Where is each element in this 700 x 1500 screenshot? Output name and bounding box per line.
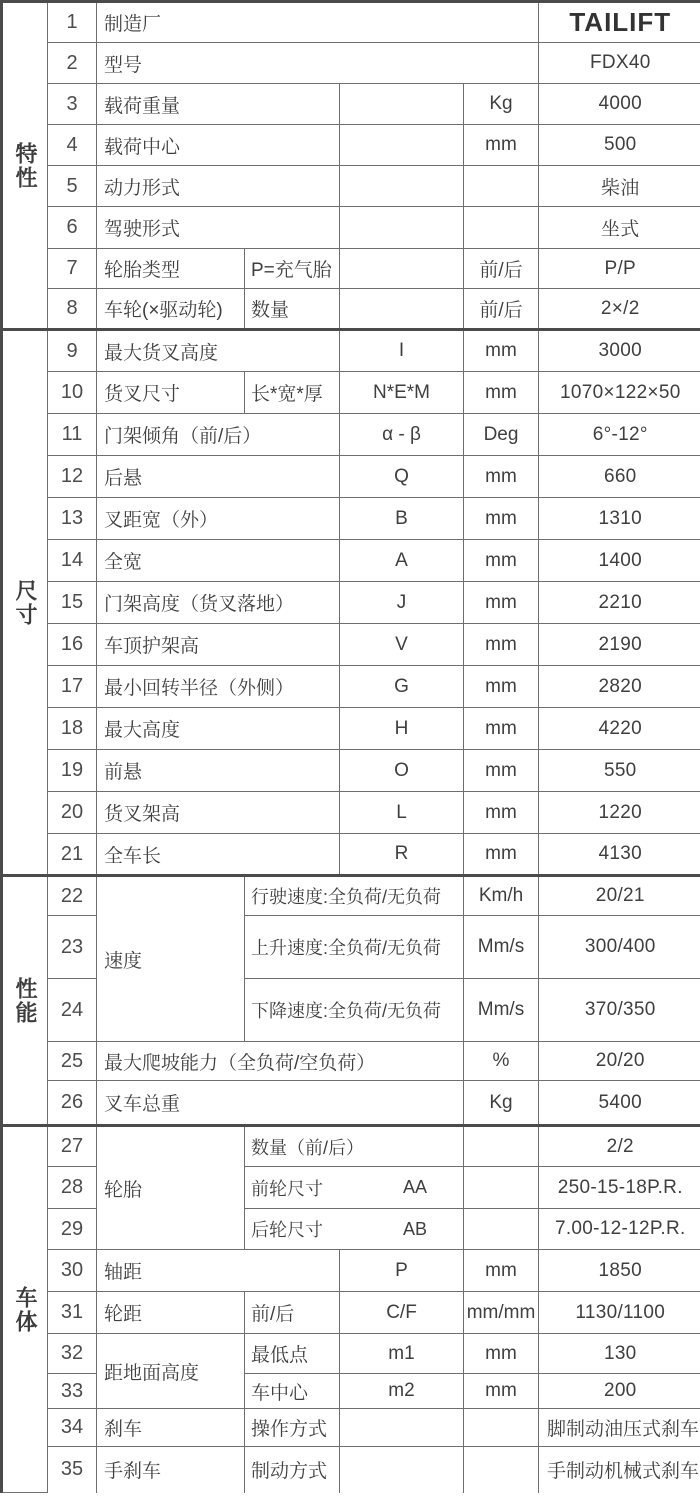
spec-row [2,456,700,498]
value-cell: 200 [539,1374,700,1409]
value-cell: 6°-12° [539,414,700,456]
symbol-cell [340,207,464,249]
symbol-cell [340,125,464,166]
row-number-cell: 15 [48,582,97,624]
symbol-cell: G [340,666,464,708]
sub-property-label: 行驶速度:全负荷/无负荷 [251,887,442,907]
symbol-cell: J [340,582,464,624]
unit-cell: 前/后 [464,289,539,330]
sub-property-content [245,1216,463,1242]
spec-row [2,289,700,330]
spec-row [2,666,700,708]
unit-cell: mm [464,750,539,792]
property-cell: 轴距 [97,1250,340,1292]
spec-row [2,624,700,666]
value-cell: 2190 [539,624,700,666]
value-cell: 7.00-12-12P.R. [539,1209,700,1250]
property-cell: 后悬 [97,456,340,498]
row-number-cell: 30 [48,1250,97,1292]
section-label-cell [2,876,48,1126]
row-number-cell: 29 [48,1209,97,1250]
spec-row [2,125,700,166]
property-cell: 动力形式 [97,166,340,207]
property-cell: 刹车 [97,1409,245,1447]
section-label: 尺寸 [13,578,38,627]
unit-cell: % [464,1042,539,1081]
unit-cell: mm [464,1250,539,1292]
value-cell: 脚制动油压式刹车 [539,1409,700,1447]
value-cell: 4220 [539,708,700,750]
unit-cell: mm [464,125,539,166]
row-number-cell: 14 [48,540,97,582]
value-cell: 1220 [539,792,700,834]
sub-property-label: 前轮尺寸 [251,1178,323,1199]
unit-cell: Mm/s [464,979,539,1042]
row-number-cell: 7 [48,249,97,289]
unit-cell: mm [464,1334,539,1374]
value-cell: TAILIFT [539,2,700,43]
property-cell: 轮距 [97,1292,245,1334]
unit-cell: mm [464,582,539,624]
section-label: 车体 [13,1285,38,1334]
sub-property-content [245,1175,463,1201]
spec-row [2,43,700,84]
spec-row [2,1042,700,1081]
row-number-cell: 12 [48,456,97,498]
spec-row [2,792,700,834]
value-cell: 1130/1100 [539,1292,700,1334]
value-cell: 20/21 [539,876,700,916]
unit-cell: Mm/s [464,916,539,979]
row-number-cell: 35 [48,1447,97,1493]
symbol-cell [340,84,464,125]
row-number-cell: 16 [48,624,97,666]
spec-row [2,1292,700,1334]
row-number-cell: 34 [48,1409,97,1447]
property-cell: 制造厂 [97,2,539,43]
spec-row [2,1447,700,1493]
row-number-cell: 10 [48,372,97,414]
spec-row [2,540,700,582]
sub-property-cell: 下降速度:全负荷/无负荷 [245,979,464,1042]
row-number-cell: 3 [48,84,97,125]
spec-row [2,1409,700,1447]
value-cell: 4000 [539,84,700,125]
symbol-cell: C/F [340,1292,464,1334]
unit-cell: Kg [464,84,539,125]
row-number-cell: 24 [48,979,97,1042]
spec-row [2,498,700,540]
sub-property-content [245,883,463,909]
sub-property-cell: 上升速度:全负荷/无负荷 [245,916,464,979]
unit-cell: mm [464,498,539,540]
symbol-label: AB [402,1218,427,1239]
spec-row [2,372,700,414]
symbol-cell: I [340,330,464,372]
property-cell: 叉车总重 [97,1081,464,1126]
property-cell: 全宽 [97,540,340,582]
value-cell: 2210 [539,582,700,624]
value-cell: 2820 [539,666,700,708]
value-cell: FDX40 [539,43,700,84]
row-number-cell: 32 [48,1334,97,1374]
unit-cell: mm/mm [464,1292,539,1334]
property-cell: 型号 [97,43,539,84]
unit-cell [464,1447,539,1493]
property-cell: 载荷中心 [97,125,340,166]
sub-property-cell: 制动方式 [245,1447,340,1493]
unit-cell [464,1126,539,1167]
row-number-cell: 27 [48,1126,97,1167]
row-number-cell: 8 [48,289,97,330]
symbol-cell: m1 [340,1334,464,1374]
unit-cell [464,1167,539,1209]
section-label-cell [2,1126,48,1493]
spec-row [2,1126,700,1167]
unit-cell: 前/后 [464,249,539,289]
value-cell: 300/400 [539,916,700,979]
spec-row [2,2,700,43]
section-label: 性能 [13,976,38,1025]
value-cell: 5400 [539,1081,700,1126]
symbol-cell [340,1447,464,1493]
value-cell: 1850 [539,1250,700,1292]
symbol-cell: O [340,750,464,792]
unit-cell: mm [464,708,539,750]
spec-row [2,1081,700,1126]
row-number-cell: 11 [48,414,97,456]
symbol-cell: H [340,708,464,750]
unit-cell: mm [464,372,539,414]
symbol-cell [340,289,464,330]
symbol-cell: R [340,834,464,876]
spec-row [2,750,700,792]
group-property-cell: 速度 [97,876,245,1042]
value-cell: 550 [539,750,700,792]
sub-property-label: 后轮尺寸 [251,1220,323,1240]
property-cell: 货叉尺寸 [97,372,245,414]
sub-property-label: 数量（前/后） [251,1137,365,1158]
value-cell: 130 [539,1334,700,1374]
property-cell: 最大货叉高度 [97,330,340,372]
sub-property-cell: 前/后 [245,1292,340,1334]
spec-row [2,1334,700,1374]
value-cell: 手制动机械式刹车 [539,1447,700,1493]
row-number-cell: 19 [48,750,97,792]
spec-row [2,249,700,289]
spec-row [2,84,700,125]
symbol-cell: L [340,792,464,834]
sub-property-cell: 操作方式 [245,1409,340,1447]
row-number-cell: 9 [48,330,97,372]
symbol-cell: Q [340,456,464,498]
row-number-cell: 2 [48,43,97,84]
value-cell: 坐式 [539,207,700,249]
row-number-cell: 33 [48,1374,97,1409]
group-property-cell: 距地面高度 [97,1334,245,1409]
unit-cell: mm [464,330,539,372]
value-cell: 2/2 [539,1126,700,1167]
symbol-cell: N*E*M [340,372,464,414]
row-number-cell: 13 [48,498,97,540]
symbol-label: AA [402,1177,427,1197]
property-cell: 驾驶形式 [97,207,340,249]
symbol-cell [340,166,464,207]
section-label-cell [2,2,48,330]
unit-cell [464,1409,539,1447]
row-number-cell: 26 [48,1081,97,1126]
value-cell: 250-15-18P.R. [539,1167,700,1209]
row-number-cell: 25 [48,1042,97,1081]
spec-row [2,876,700,916]
property-cell: 门架高度（货叉落地） [97,582,340,624]
unit-cell: mm [464,540,539,582]
value-cell: 4130 [539,834,700,876]
unit-cell: mm [464,666,539,708]
property-cell: 手刹车 [97,1447,245,1493]
spec-row [2,834,700,876]
value-cell: 1400 [539,540,700,582]
symbol-cell: α - β [340,414,464,456]
group-property-cell: 轮胎 [97,1126,245,1250]
row-number-cell: 20 [48,792,97,834]
spec-row [2,207,700,249]
value-cell: 660 [539,456,700,498]
row-number-cell: 5 [48,166,97,207]
sub-property-cell: 车中心 [245,1374,340,1409]
unit-cell: mm [464,792,539,834]
value-cell: 1310 [539,498,700,540]
row-number-cell: 4 [48,125,97,166]
value-cell: 3000 [539,330,700,372]
row-number-cell: 17 [48,666,97,708]
row-number-cell: 1 [48,2,97,43]
row-number-cell: 28 [48,1167,97,1209]
property-cell: 最大高度 [97,708,340,750]
unit-cell: Km/h [464,876,539,916]
spec-row [2,166,700,207]
property-cell: 载荷重量 [97,84,340,125]
row-number-cell: 23 [48,916,97,979]
symbol-cell: P [340,1250,464,1292]
spec-row [2,414,700,456]
symbol-cell: V [340,624,464,666]
unit-cell: mm [464,834,539,876]
property-cell: 最大爬坡能力（全负荷/空负荷） [97,1042,464,1081]
property-cell: 车轮(×驱动轮) [97,289,245,330]
sub-property-cell: 最低点 [245,1334,340,1374]
sub-property-content [245,1134,463,1160]
symbol-cell [340,1409,464,1447]
property-cell: 最小回转半径（外侧） [97,666,340,708]
unit-cell: mm [464,1374,539,1409]
value-cell: 20/20 [539,1042,700,1081]
unit-cell [464,1209,539,1250]
spec-row [2,708,700,750]
row-number-cell: 18 [48,708,97,750]
unit-cell [464,166,539,207]
symbol-cell [340,249,464,289]
unit-cell: mm [464,624,539,666]
sub-property-cell [245,1126,464,1167]
row-number-cell: 6 [48,207,97,249]
spec-row [2,1250,700,1292]
sub-property-cell: 数量 [245,289,340,330]
row-number-cell: 31 [48,1292,97,1334]
section-label: 特性 [13,141,38,190]
row-number-cell: 21 [48,834,97,876]
row-number-cell: 22 [48,876,97,916]
sub-property-cell: 长*宽*厚 [245,372,340,414]
sub-property-cell [245,876,464,916]
value-cell: 370/350 [539,979,700,1042]
symbol-cell: A [340,540,464,582]
spec-row [2,330,700,372]
unit-cell: Kg [464,1081,539,1126]
sub-property-cell: P=充气胎 [245,249,340,289]
sub-property-cell [245,1167,464,1209]
sub-property-cell [245,1209,464,1250]
value-cell: 500 [539,125,700,166]
unit-cell [464,207,539,249]
property-cell: 前悬 [97,750,340,792]
symbol-cell: m2 [340,1374,464,1409]
unit-cell: mm [464,456,539,498]
value-cell: 1070×122×50 [539,372,700,414]
property-cell: 车顶护架高 [97,624,340,666]
property-cell: 货叉架高 [97,792,340,834]
section-label-cell [2,330,48,876]
property-cell: 门架倾角（前/后） [97,414,340,456]
property-cell: 轮胎类型 [97,249,245,289]
property-cell: 全车长 [97,834,340,876]
property-cell: 叉距宽（外） [97,498,340,540]
value-cell: P/P [539,249,700,289]
value-cell: 柴油 [539,166,700,207]
symbol-cell: B [340,498,464,540]
value-cell: 2×/2 [539,289,700,330]
unit-cell: Deg [464,414,539,456]
spec-row [2,582,700,624]
